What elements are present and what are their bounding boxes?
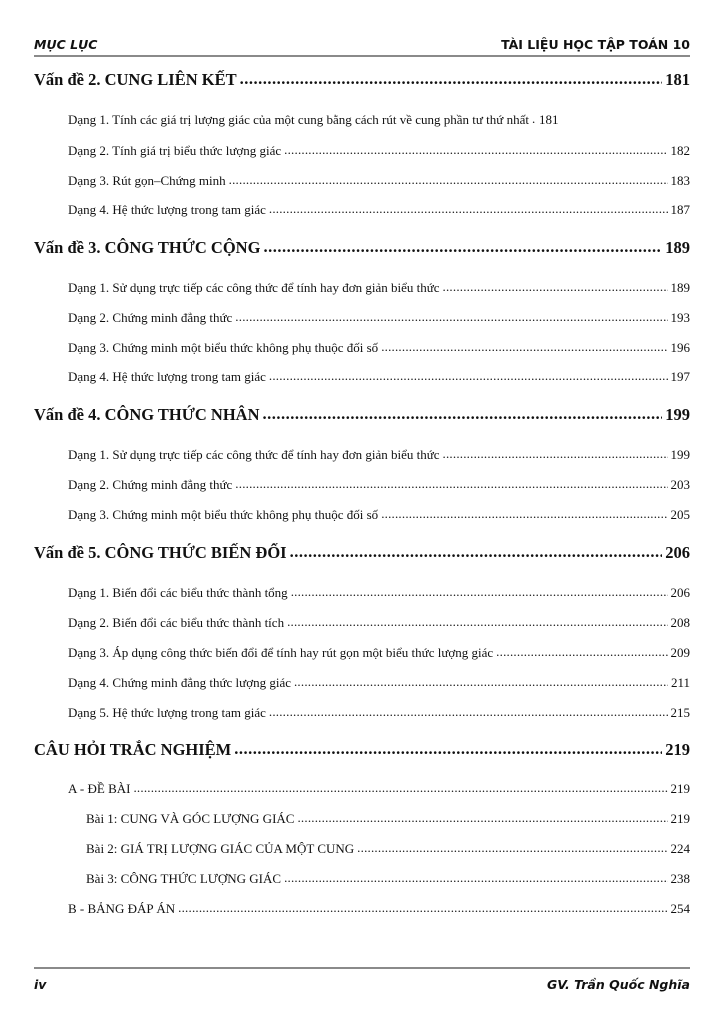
toc-leader	[381, 340, 667, 355]
toc-page: 181	[538, 112, 559, 127]
toc-label: Bài 2: GIÁ TRỊ LƯỢNG GIÁC CỦA MỘT CUNG	[86, 841, 355, 856]
toc-label: Dạng 1. Tính các giá trị lượng giác của một cung bằng cách rút về cung phần tư thứ nhất	[68, 112, 529, 127]
toc-leader	[290, 543, 663, 562]
toc-page: 206	[665, 543, 690, 562]
toc-leader	[291, 585, 668, 600]
toc-leader	[133, 781, 667, 796]
toc-label: Dạng 1. Sử dụng trực tiếp các công thức để tính hay đơn giản biểu thức	[68, 447, 440, 462]
toc-section[interactable]	[34, 740, 690, 760]
toc-label: B - BẢNG ĐÁP ÁN	[68, 901, 176, 916]
toc-item[interactable]	[68, 645, 690, 661]
toc-page: 215	[670, 705, 690, 720]
toc-leader	[178, 901, 667, 916]
toc-item[interactable]	[68, 143, 690, 159]
toc-page: 182	[670, 143, 690, 158]
toc-label: Dạng 3. Chứng minh một biểu thức không phụ thuộc đối số	[68, 507, 379, 522]
toc-leader	[443, 447, 668, 462]
toc-leader	[496, 645, 667, 660]
toc-page: 219	[670, 811, 690, 826]
toc-label: Vấn đề 5. CÔNG THỨC BIẾN ĐỔI	[34, 543, 287, 562]
toc-item[interactable]	[68, 202, 690, 218]
header-book-title: TÀI LIỆU HỌC TẬP TOÁN 10	[501, 37, 690, 52]
toc-label: Dạng 3. Rút gọn–Chứng minh	[68, 173, 226, 188]
toc-item[interactable]	[68, 675, 690, 691]
author-name: GV. Trần Quốc Nghĩa	[547, 977, 690, 992]
toc-leader	[234, 740, 662, 759]
toc-leader	[443, 280, 668, 295]
toc-page: 199	[670, 447, 690, 462]
toc-label: Vấn đề 3. CÔNG THỨC CỘNG	[34, 238, 261, 257]
toc-item[interactable]	[86, 871, 690, 887]
toc-page: 254	[670, 901, 690, 916]
toc-item[interactable]	[68, 447, 690, 463]
toc-page: 209	[670, 645, 690, 660]
toc-leader	[532, 112, 536, 127]
toc-label: Dạng 2. Tính giá trị biểu thức lượng giác	[68, 143, 282, 158]
toc-item[interactable]	[86, 811, 690, 827]
toc-item[interactable]	[68, 615, 690, 631]
toc-leader	[284, 871, 667, 886]
toc-page: 197	[670, 369, 690, 384]
toc-label: Vấn đề 2. CUNG LIÊN KẾT	[34, 70, 237, 89]
toc-leader	[235, 477, 667, 492]
toc-item[interactable]	[68, 781, 690, 797]
toc-page: 238	[670, 871, 690, 886]
toc-item[interactable]	[68, 340, 690, 356]
toc-item[interactable]	[68, 280, 690, 296]
toc-leader	[287, 615, 667, 630]
toc-label: Dạng 4. Hệ thức lượng trong tam giác	[68, 202, 266, 217]
toc-leader	[240, 70, 663, 89]
toc-leader	[229, 173, 668, 188]
toc-label: Dạng 4. Hệ thức lượng trong tam giác	[68, 369, 266, 384]
toc-item[interactable]	[68, 173, 690, 189]
toc-leader	[357, 841, 667, 856]
toc-page: 224	[670, 841, 690, 856]
toc-page: 181	[665, 70, 690, 89]
toc-leader	[294, 675, 668, 690]
toc-item[interactable]	[86, 841, 690, 857]
toc-page: 189	[670, 280, 690, 295]
toc-leader	[297, 811, 667, 826]
toc-page: 206	[670, 585, 690, 600]
toc-label: Dạng 5. Hệ thức lượng trong tam giác	[68, 705, 266, 720]
toc-section[interactable]	[34, 238, 690, 258]
toc-label: Dạng 2. Chứng minh đẳng thức	[68, 310, 233, 325]
toc-page: 203	[670, 477, 690, 492]
toc-label: Dạng 3. Áp dụng công thức biến đổi để tính hay rút gọn một biểu thức lượng giác	[68, 645, 494, 660]
toc-leader	[269, 705, 668, 720]
toc-page: 196	[670, 340, 690, 355]
toc-label: Dạng 2. Biến đổi các biểu thức thành tích	[68, 615, 285, 630]
toc-page: 205	[670, 507, 690, 522]
toc-item[interactable]	[68, 585, 690, 601]
page-footer	[34, 967, 690, 995]
toc-label: Dạng 1. Biến đổi các biểu thức thành tổng	[68, 585, 288, 600]
toc-leader	[263, 238, 662, 257]
toc-label: Dạng 1. Sử dụng trực tiếp các công thức để tính hay đơn giản biểu thức	[68, 280, 440, 295]
toc-label: CÂU HỎI TRẮC NGHIỆM	[34, 740, 232, 759]
toc-label: Dạng 4. Chứng minh đẳng thức lượng giác	[68, 675, 291, 690]
toc-section[interactable]	[34, 70, 690, 90]
toc-page: 208	[670, 615, 690, 630]
toc-label: Bài 3: CÔNG THỨC LƯỢNG GIÁC	[86, 871, 282, 886]
toc-item[interactable]	[68, 369, 690, 385]
toc-label: Dạng 2. Chứng minh đẳng thức	[68, 477, 233, 492]
toc-label: A - ĐỀ BÀI	[68, 781, 131, 796]
toc-section[interactable]	[34, 405, 690, 425]
toc-page: 211	[670, 675, 690, 690]
toc-item[interactable]	[68, 310, 690, 326]
toc-page: 183	[670, 173, 690, 188]
toc-leader	[269, 202, 668, 217]
header-section-title: MỤC LỤC	[34, 37, 98, 52]
toc-item[interactable]	[68, 901, 690, 917]
toc-page: 193	[670, 310, 690, 325]
toc-item[interactable]	[68, 477, 690, 493]
toc-leader	[381, 507, 667, 522]
toc-section[interactable]	[34, 543, 690, 563]
toc-label: Bài 1: CUNG VÀ GÓC LƯỢNG GIÁC	[86, 811, 295, 826]
toc-leader	[284, 143, 667, 158]
table-of-contents	[34, 0, 690, 1024]
toc-page: 189	[665, 238, 690, 257]
toc-page: 219	[670, 781, 690, 796]
toc-page: 219	[665, 740, 690, 759]
toc-item[interactable]	[68, 705, 690, 721]
toc-leader	[269, 369, 668, 384]
toc-item[interactable]	[68, 507, 690, 523]
toc-leader	[263, 405, 663, 424]
toc-item[interactable]	[68, 112, 698, 128]
toc-label: Vấn đề 4. CÔNG THỨC NHÂN	[34, 405, 260, 424]
toc-page: 199	[665, 405, 690, 424]
page-number: iv	[34, 977, 47, 992]
toc-page: 187	[670, 202, 690, 217]
toc-label: Dạng 3. Chứng minh một biểu thức không phụ thuộc đối số	[68, 340, 379, 355]
toc-leader	[235, 310, 667, 325]
